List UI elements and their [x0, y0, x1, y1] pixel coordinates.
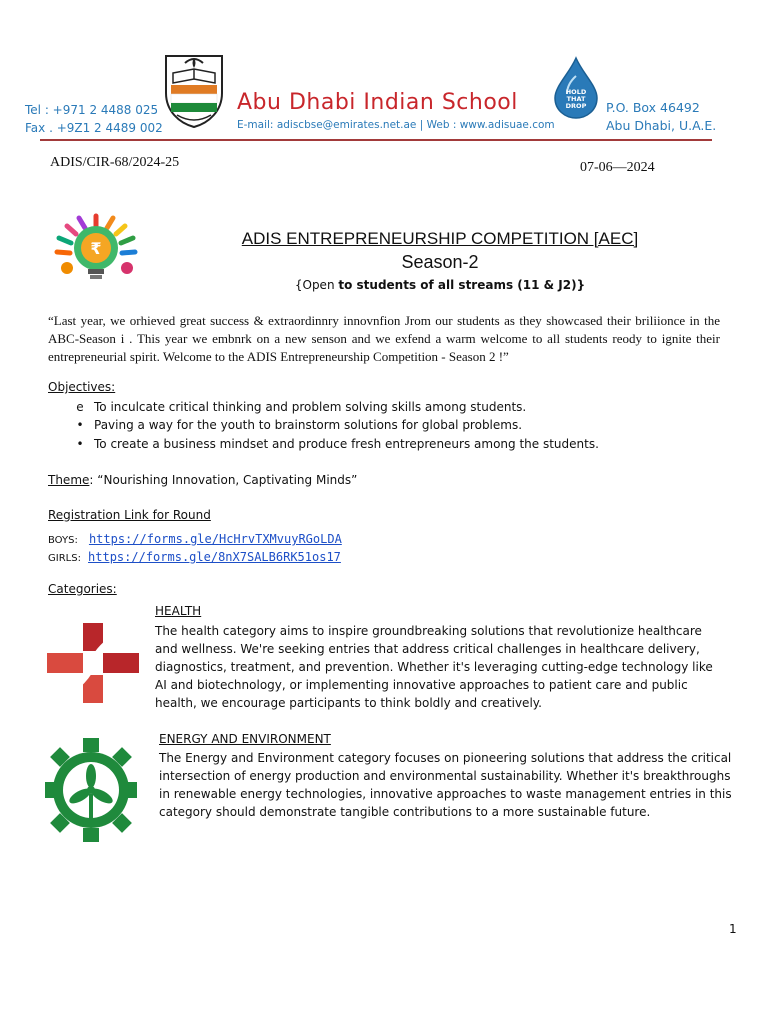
city: Abu Dhabi, U.A.E. [606, 118, 717, 133]
objective-item-1: e To inculcate critical thinking and problem solving skills among students. [94, 398, 526, 416]
boys-registration-link[interactable]: https://forms.gle/HcHrvTXMvuyRGoLDA [88, 532, 342, 546]
girls-registration [48, 546, 341, 565]
lightbulb-logo-icon [47, 212, 145, 284]
page-number: 1 [729, 922, 737, 936]
header-contact-left [25, 101, 163, 137]
categories-heading: Categories: [48, 582, 117, 596]
girls-label: GIRLS: [48, 553, 81, 564]
energy-gear-icon [45, 738, 137, 842]
boys-registration [48, 528, 342, 547]
svg-text:₹: ₹ [90, 239, 102, 258]
badge-line-1: HOLD [565, 88, 587, 96]
header-divider [40, 139, 712, 141]
boys-label: BOYS: [48, 535, 78, 546]
header-contact-right [606, 99, 716, 135]
fax-number: Fax . +9Z1 2 4489 002 [25, 121, 163, 135]
registration-heading: Registration Link for Round [48, 508, 211, 522]
theme-label: Theme [48, 473, 90, 487]
badge-line-2: THAT [566, 95, 586, 103]
school-crest-logo [163, 53, 225, 129]
competition-season: Season-2 [401, 252, 479, 272]
objective-marker-1: e [76, 400, 84, 414]
email-label: E-mail: [237, 119, 274, 131]
po-box: P.O. Box 46492 [606, 100, 700, 115]
eligibility-prefix: {Open [294, 278, 335, 292]
objective-marker-2: • [76, 418, 84, 432]
intro-quote: “Last year, we orhieved great success & extraordinnry innovnfion Jrom our students as they showcased their briliionce in the ABC-Season i . This year we embnrk on a new senson and we exfend a warm welcome to all students reody to ignite their entrepreneurial spirit. Welcome to the ADIS Entrepreneurship Competition - Season 2 !” [48, 313, 720, 364]
objectives-heading: Objectives: [48, 380, 116, 394]
energy-description: The Energy and Environment category focuses on pioneering solutions that address the critical intersection of energy production and environmental sustainability. Whether it's breakthroughs in renewable energy technologies, innovative approaches to waste management entries in this category should demonstrate tangible contributions to a more sustainable future. [159, 751, 732, 819]
hold-that-drop-badge [553, 56, 599, 120]
web-link[interactable]: www.adisuae.com [459, 119, 555, 131]
school-name: Abu Dhabi Indian School [237, 90, 518, 115]
objective-item-2: • Paving a way for the youth to brainstorm solutions for global problems. [94, 416, 522, 434]
health-title: HEALTH [155, 604, 202, 618]
header-contact-line [237, 119, 555, 131]
theme-text: : “Nourishing Innovation, Captivating Minds” [89, 473, 358, 487]
health-description: The health category aims to inspire groundbreaking solutions that revolutionize healthcare and wellness. We're seeking entries that address critical challenges in healthcare delivery, diagnostics, treatment, and prevention. Whether it's leveraging cutting-edge technology like AI and biotechnology, or implementing innovative approaches to patient care and public health, we encourage participants to think boldly and creatively. [155, 624, 713, 710]
girls-registration-link[interactable]: https://forms.gle/8nX7SALB6RK51os17 [88, 550, 341, 564]
energy-title: ENERGY AND ENVIRONMENT [159, 732, 331, 746]
theme-line [48, 471, 357, 489]
circular-date: 07-06—2024 [580, 160, 655, 175]
competition-title: ADIS ENTREPRENEURSHIP COMPETITION [AEC] [241, 229, 639, 248]
objective-marker-3: • [76, 437, 84, 451]
health-cross-icon [47, 623, 139, 703]
eligibility-text: to students of all streams (11 & J2)} [338, 278, 586, 292]
objective-item-3: • To create a business mindset and produce fresh entrepreneurs among the students. [94, 435, 599, 453]
tel-number: Tel : +971 2 4488 025 [25, 103, 159, 117]
circular-reference: ADIS/CIR-68/2024-25 [50, 155, 180, 170]
badge-line-3: DROP [565, 102, 587, 110]
email-link[interactable]: adiscbse@emirates.net.ae [276, 119, 417, 131]
eligibility-line [160, 278, 720, 292]
web-label: | Web : [419, 119, 457, 131]
